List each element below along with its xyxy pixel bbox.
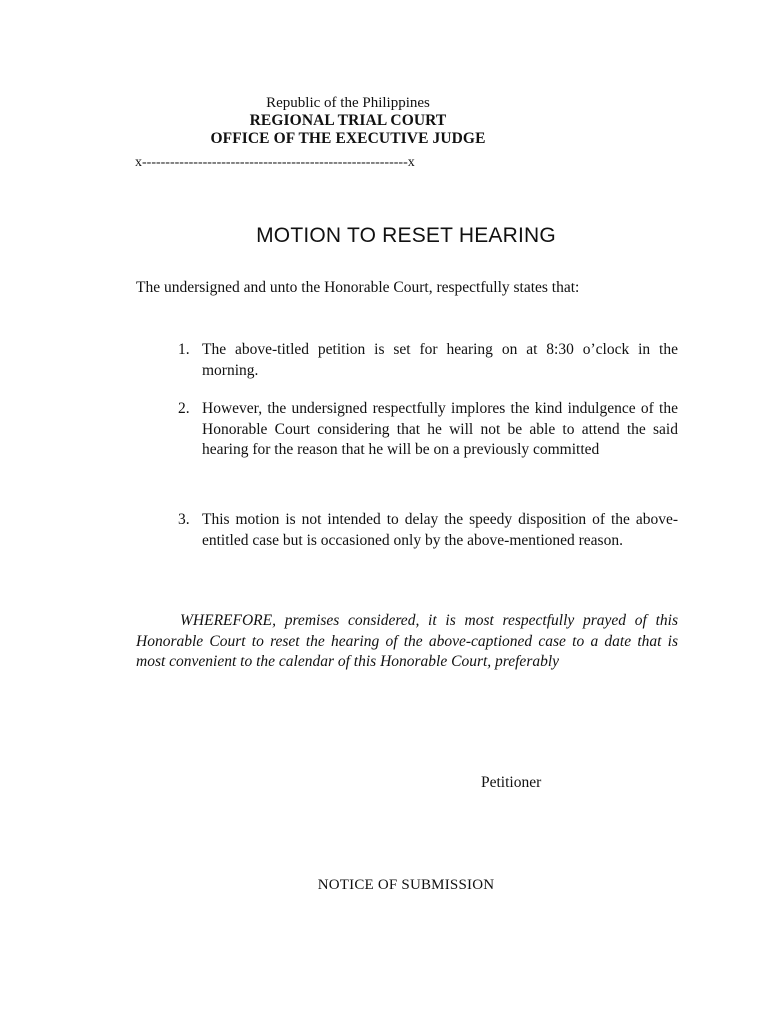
list-item <box>178 510 678 551</box>
list-item-number: 2. <box>178 400 190 417</box>
header-office: OFFICE OF THE EXECUTIVE JUDGE <box>210 130 486 147</box>
list-item-number: 3. <box>178 511 190 528</box>
list-item-text: The above-titled petition is set for hearing on at 8:30 o’clock in the morning. <box>202 341 678 379</box>
list-item-text: This motion is not intended to delay the speedy disposition of the above-entitled case but is occasioned only by the above-mentioned reason. <box>202 511 678 549</box>
list-item-text: However, the undersigned respectfully implores the kind indulgence of the Honorable Court considering that he will not be able to attend the said hearing for the reason that he will be on a previously committed <box>202 400 678 458</box>
notice-heading: NOTICE OF SUBMISSION <box>317 877 495 893</box>
list-item <box>178 340 678 381</box>
document-title: MOTION TO RESET HEARING <box>256 224 556 247</box>
intro-paragraph: The undersigned and unto the Honorable Court, respectfully states that: <box>136 279 580 296</box>
signature-label: Petitioner <box>481 774 542 791</box>
case-caption-line: x---------------------------------------------------------x <box>135 155 415 170</box>
header-republic: Republic of the Philippines <box>266 95 430 111</box>
court-header <box>0 94 696 148</box>
list-item-number: 1. <box>178 341 190 358</box>
prayer-paragraph: WHEREFORE, premises considered, it is most respectfully prayed of this Honorable Court to reset the hearing of the above-captioned case to a date that is most convenient to the calendar of this Honorable Court, preferably <box>136 612 678 670</box>
list-item <box>178 399 678 461</box>
header-court-name: REGIONAL TRIAL COURT <box>249 112 447 129</box>
